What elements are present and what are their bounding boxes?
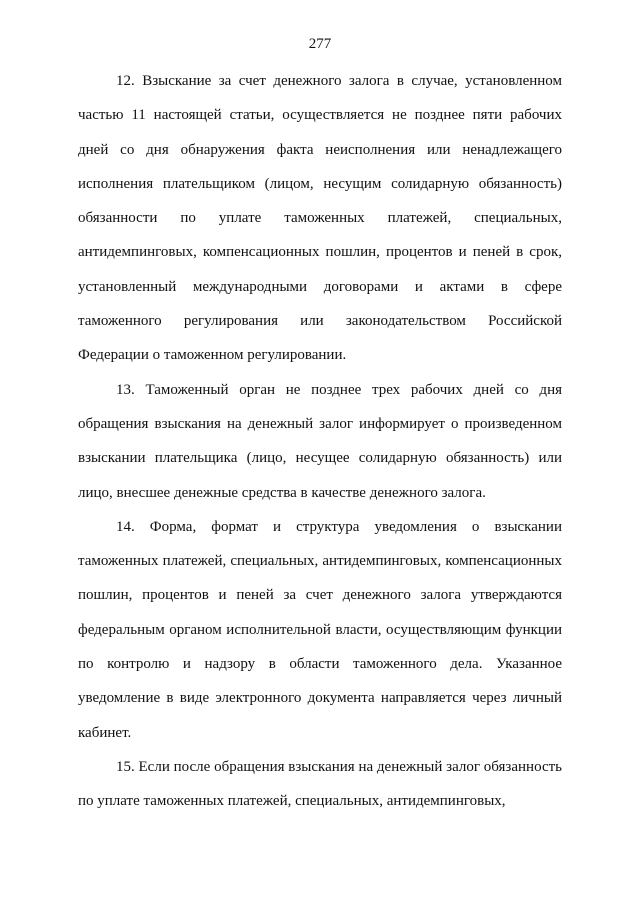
paragraph-12: 12. Взыскание за счет денежного залога в случае, установленном частью 11 настоящей статьи, осуществляется не позднее пяти рабочих дней со дня обнаружения факта неисполнения или ненадлежащего исполнения плательщиком (лицом, несущим солидарную обязанность) обязанности по уплате таможенных платежей, специальных, антидемпинговых, компенсационных пошлин, процентов и пеней в срок, установленный международными договорами и актами в сфере таможенного регулирования или законодательством Российской Федерации о таможенном регулировании.: [78, 73, 562, 364]
paragraph-15: 15. Если после обращения взыскания на денежный залог обязанность по уплате таможенных платежей, специальных, антидемпинговых,: [78, 758, 562, 810]
paragraph-14: 14. Форма, формат и структура уведомления о взыскании таможенных платежей, специальных, антидемпинговых, компенсационных пошлин, процентов и пеней за счет денежного залога утверждаются федеральным органом исполнительной власти, осуществляющим функции по контролю и надзору в области таможенного дела. Указанное уведомление в виде электронного документа направляется через личный кабинет.: [78, 518, 562, 741]
paragraph-13: 13. Таможенный орган не позднее трех рабочих дней со дня обращения взыскания на денежный залог информирует о произведенном взыскании плательщика (лицо, несущее солидарную обязанность) или лицо, внесшее денежные средства в качестве денежного залога.: [78, 381, 562, 501]
document-body: [78, 64, 562, 819]
page-number: 277: [308, 36, 332, 52]
